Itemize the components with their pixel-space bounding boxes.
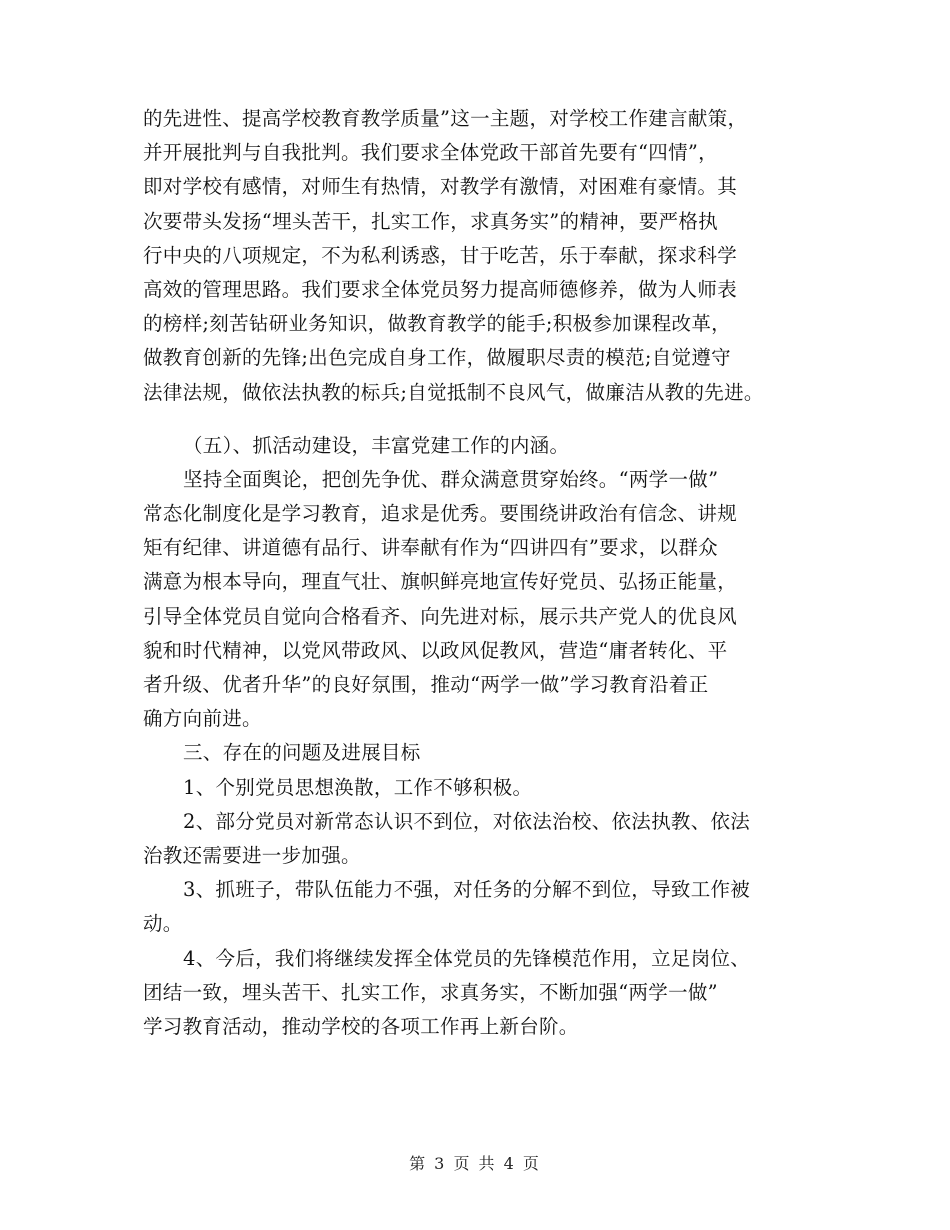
text-line: 貌和时代精神，以党风带政风、以政风促教风，营造“庸者转化、平 (143, 638, 728, 662)
text-line: 即对学校有感情，对师生有热情，对教学有激情，对困难有豪情。其 (143, 175, 738, 199)
text-line: 治教还需要进一步加强。 (143, 843, 361, 867)
text-line: 动。 (143, 912, 183, 936)
text-line: 并开展批判与自我批判。我们要求全体党政干部首先要有“四情”， (143, 141, 718, 165)
text-line: 学习教育活动，推动学校的各项工作再上新台阶。 (143, 1014, 579, 1038)
list-item: 4、今后，我们将继续发挥全体党员的先锋模范作用，立足岗位、 (183, 946, 751, 970)
text-line: 矩有纪律、讲道德有品行、讲奉献有作为“四讲四有”要求，以群众 (143, 536, 718, 560)
text-line: 法律法规，做依法执教的标兵;自觉抵制不良风气，做廉洁从教的先进。 (143, 380, 764, 404)
text-line: 做教育创新的先锋;出色完成自身工作，做履职尽责的模范;自觉遵守 (143, 346, 731, 370)
text-line: 高效的管理思路。我们要求全体党员努力提高师德修养，做为人师表 (143, 277, 738, 301)
text-line: 坚持全面舆论，把创先争优、群众满意贯穿始终。“两学一做” (183, 467, 719, 491)
section-heading: （五）、抓活动建设，丰富党建工作的内涵。 (183, 433, 570, 457)
page-number-footer: 第 3 页 共 4 页 (409, 1154, 541, 1173)
text-line: 常态化制度化是学习教育，追求是优秀。要围绕讲政治有信念、讲规 (143, 502, 738, 526)
text-line: 确方向前进。 (143, 707, 262, 731)
text-line: 的榜样;刻苦钻研业务知识，做教育教学的能手;积极参加课程改革， (143, 312, 731, 336)
section-heading: 三、存在的问题及进展目标 (183, 741, 421, 765)
document-body (143, 102, 823, 1044)
text-line: 满意为根本导向，理直气壮、旗帜鲜亮地宣传好党员、弘扬正能量， (143, 570, 738, 594)
text-line: 团结一致，埋头苦干、扎实工作，求真务实，不断加强“两学一做” (143, 980, 718, 1004)
text-line: 的先进性、提高学校教育教学质量”这一主题，对学校工作建言献策， (143, 107, 748, 130)
list-item: 1、个别党员思想涣散，工作不够积极。 (183, 775, 533, 799)
text-line: 行中央的八项规定，不为私利诱惑，甘于吃苦，乐于奉献，探求科学 (143, 243, 738, 267)
list-item: 3、抓班子，带队伍能力不强，对任务的分解不到位，导致工作被 (183, 878, 751, 902)
text-line: 引导全体党员自觉向合格看齐、向先进对标，展示共产党人的优良风 (143, 604, 738, 628)
text-line: 者升级、优者升华”的良好氛围，推动“两学一做”学习教育沿着正 (143, 673, 709, 696)
list-item: 2、部分党员对新常态认识不到位，对依法治校、依法执教、依法 (183, 809, 751, 833)
text-line: 次要带头发扬“埋头苦干，扎实工作，求真务实”的精神，要严格执 (143, 209, 718, 233)
